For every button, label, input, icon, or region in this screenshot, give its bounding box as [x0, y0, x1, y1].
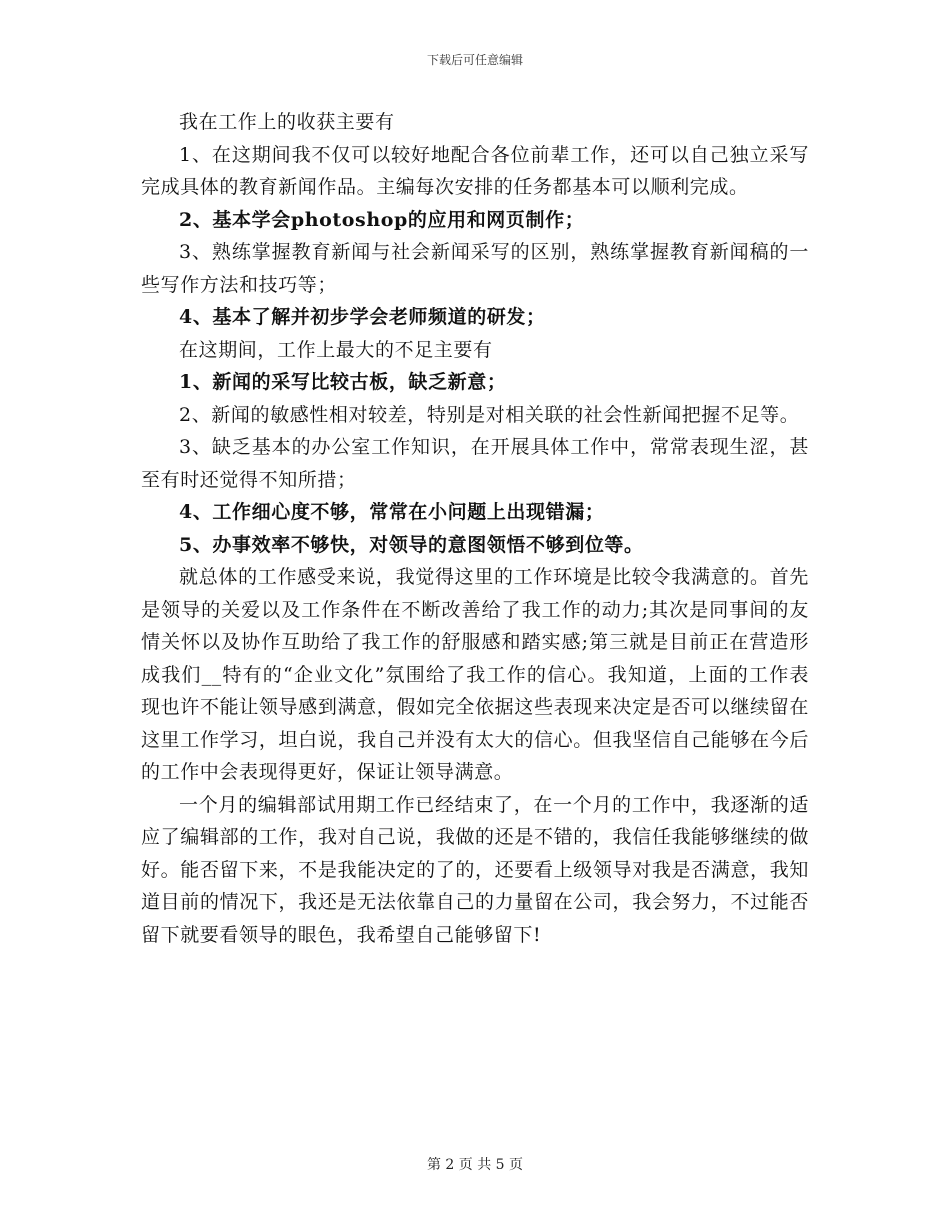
- paragraph-shortcomings-intro: 在这期间，工作上最大的不足主要有: [179, 338, 493, 361]
- paragraph-gain-2: 2、基本学会photoshop的应用和网页制作；: [179, 208, 585, 231]
- page-number: 第 2 页 共 5 页: [426, 1157, 524, 1173]
- paragraph-gain-4: 4、基本了解并初步学会老师频道的研发；: [179, 306, 546, 328]
- paragraph-gain-1: 1、在这期间我不仅可以较好地配合各位前辈工作，还可以自己独立采写完成具体的教育新闻作品。主编每次安排的任务都基本可以顺利完成。: [141, 143, 809, 198]
- page-header-note: 下载后可任意编辑: [426, 53, 523, 67]
- paragraph-overall-feeling: 就总体的工作感受来说，我觉得这里的工作环境是比较令我满意的。首先是领导的关爱以及工作条件在不断改善给了我工作的动力;其次是同事间的友情关怀以及协作互助给了我工作的舒服感和踏实感;第三就是目前正在营造形成我们__特有的“企业文化”氛围给了我工作的信心。我知道，上面的工作表现也许不能让领导感到满意，假如完全依据这些表现来决定是否可以继续留在这里工作学习，坦白说，我自己并没有太大的信心。但我坚信自己能够在今后的工作中会表现得更好，保证让领导满意。: [141, 566, 809, 783]
- paragraph-shortcoming-3: 3、缺乏基本的办公室工作知识，在开展具体工作中，常常表现生涩，甚至有时还觉得不知所措；: [141, 436, 809, 491]
- paragraph-shortcoming-1: 1、新闻的采写比较古板，缺乏新意；: [179, 371, 507, 393]
- paragraph-gains-intro: 我在工作上的收获主要有: [179, 111, 395, 133]
- paragraph-shortcoming-2: 2、新闻的敏感性相对较差，特别是对相关联的社会性新闻把握不足等。: [179, 403, 800, 426]
- document-body: [141, 106, 809, 951]
- paragraph-shortcoming-4: 4、工作细心度不够，常常在小问题上出现错漏；: [179, 501, 605, 523]
- paragraph-gain-3: 3、熟练掌握教育新闻与社会新闻采写的区别，熟练掌握教育新闻稿的一些写作方法和技巧等；: [141, 241, 809, 296]
- paragraph-shortcoming-5: 5、办事效率不够快，对领导的意图领悟不够到位等。: [179, 533, 644, 556]
- paragraph-conclusion: 一个月的编辑部试用期工作已经结束了，在一个月的工作中，我逐渐的适应了编辑部的工作，我对自己说，我做的还是不错的，我信任我能够继续的做好。能否留下来，不是我能决定的了的，还要看上级领导对我是否满意，我知道目前的情况下，我还是无法依靠自己的力量留在公司，我会努力，不过能否留下就要看领导的眼色，我希望自己能够留下!: [141, 793, 809, 946]
